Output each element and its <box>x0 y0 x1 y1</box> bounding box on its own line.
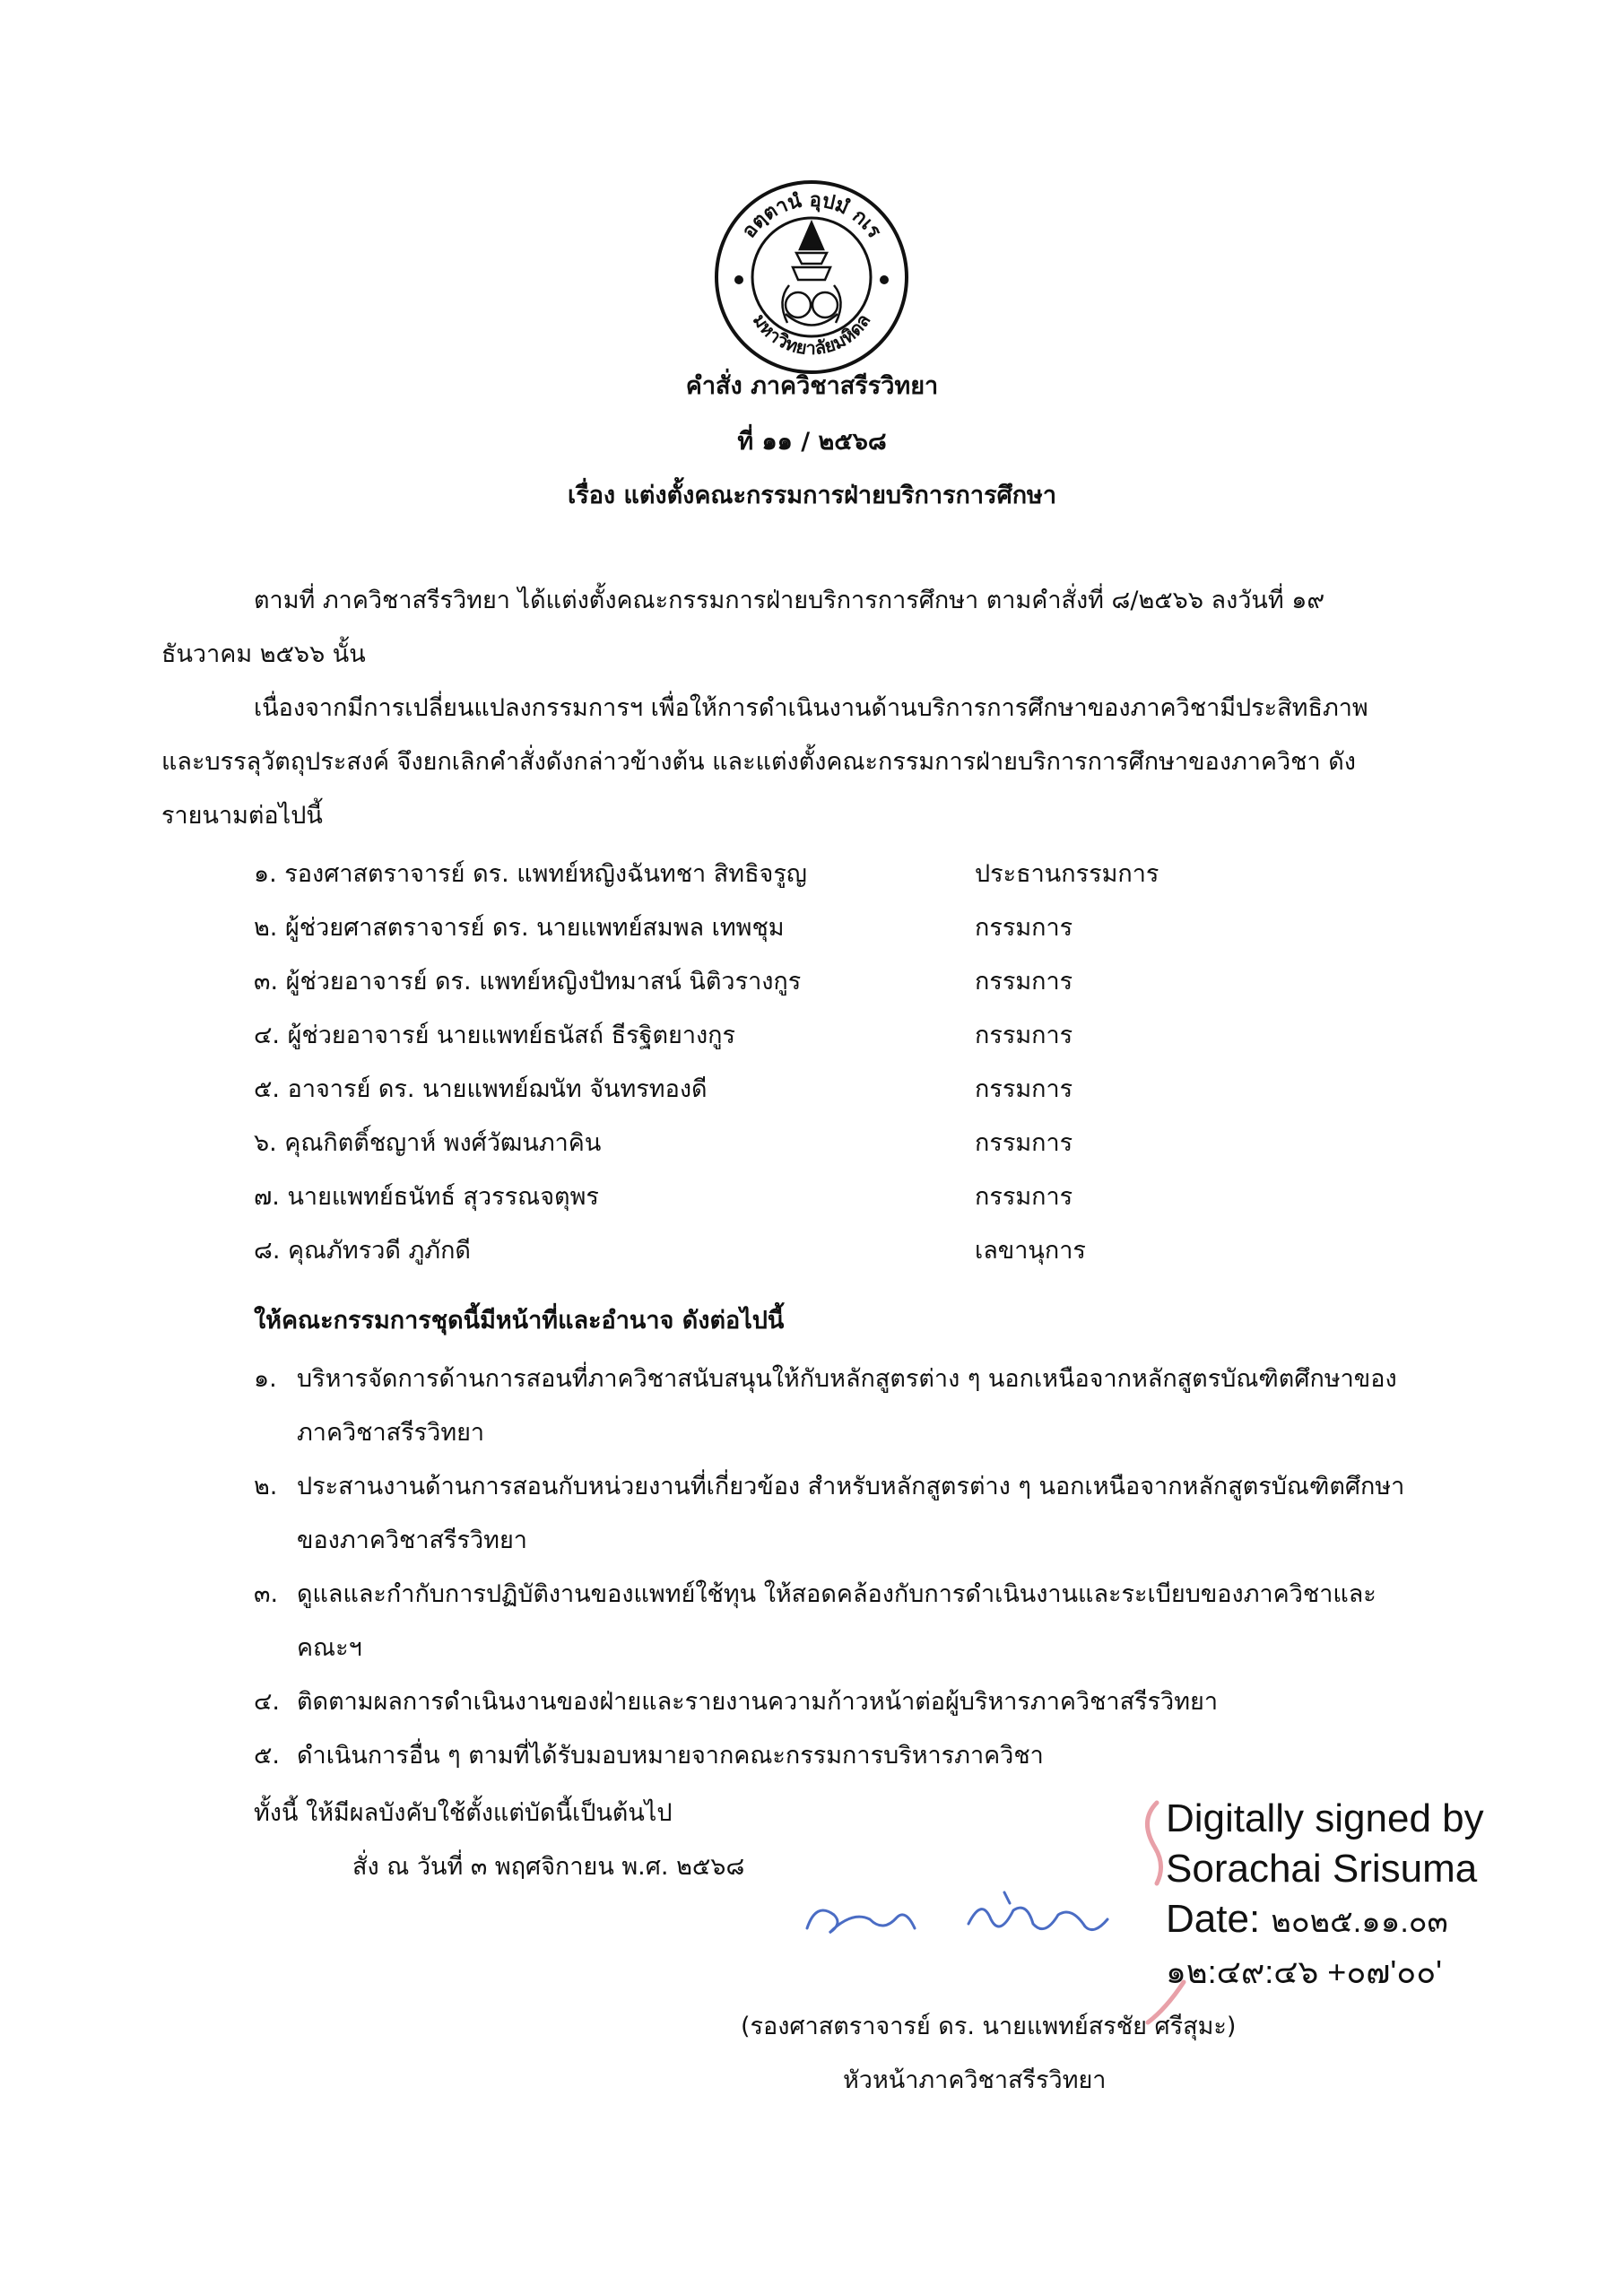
intro-para2-line2: และบรรลุวัตถุประสงค์ จึงยกเลิกคำสั่งดังกล่าวข้างต้น และแต่งตั้งคณะกรรมการฝ่ายบริการการศึกษาของภาควิชา ดัง <box>161 748 1356 776</box>
signer-name: (รองศาสตราจารย์ ดร. นายแพทย์สรชัย ศรีสุมะ) <box>741 2013 1237 2040</box>
duties-heading: ให้คณะกรรมการชุดนี้มีหน้าที่และอำนาจ ดังต่อไปนี้ <box>254 1307 785 1335</box>
intro-para1-line2: ธันวาคม ๒๕๖๖ นั้น <box>161 640 366 668</box>
member-role: กรรมการ <box>975 968 1073 996</box>
digital-signature-signer: Sorachai Srisuma <box>1166 1847 1478 1891</box>
university-seal <box>714 179 909 375</box>
member-row <box>254 854 1420 890</box>
member-row <box>254 961 1420 997</box>
member-name: ๕. อาจารย์ ดร. นายแพทย์ฌนัท จันทรทองดี <box>254 1075 708 1103</box>
member-name: ๑. รองศาสตราจารย์ ดร. แพทย์หญิงฉันทชา สิทธิจรูญ <box>254 860 807 888</box>
duty-text-line1: ดูแลและกำกับการปฏิบัติงานของแพทย์ใช้ทุน ให้สอดคล้องกับการดำเนินงานและระเบียบของภาควิชาและ <box>297 1580 1376 1608</box>
member-role: ประธานกรรมการ <box>975 860 1159 888</box>
member-name: ๓. ผู้ช่วยอาจารย์ ดร. แพทย์หญิงปัทมาสน์ นิติวรางกูร <box>254 968 802 996</box>
duty-number: ๕. <box>254 1742 281 1770</box>
digital-signature-date-value: ๒๐๒๕.๑๑.๐๓ <box>1271 1905 1448 1939</box>
intro-para2-line1: เนื่องจากมีการเปลี่ยนแปลงกรรมการฯ เพื่อให้การดำเนินงานด้านบริการการศึกษาของภาควิชามีประสิทธิภาพ <box>254 694 1368 722</box>
member-name: ๒. ผู้ช่วยศาสตราจารย์ ดร. นายแพทย์สมพล เทพชุม <box>254 914 785 942</box>
digital-signature-stamp <box>1166 1794 1484 1997</box>
duty-number: ๒. <box>254 1473 278 1500</box>
order-number: ที่ ๑๑ / ๒๕๖๘ <box>737 428 887 456</box>
signature-scribble-icon <box>798 1883 1139 1955</box>
duty-text-line1: ประสานงานด้านการสอนกับหน่วยงานที่เกี่ยวข้อง สำหรับหลักสูตรต่าง ๆ นอกเหนือจากหลักสูตรบัณฑิตศึกษา <box>297 1473 1405 1500</box>
seal-bottom-text: มหาวิทยาลัยมหิดล <box>748 309 875 360</box>
member-row <box>254 1231 1420 1266</box>
duty-number: ๔. <box>254 1688 281 1716</box>
member-name: ๗. นายแพทย์ธนัทธ์ สุวรรณจตุพร <box>254 1183 599 1211</box>
duty-text-line2: ภาควิชาสรีรวิทยา <box>297 1419 485 1447</box>
svg-text:มหาวิทยาลัยมหิดล <box>749 309 875 359</box>
member-role: กรรมการ <box>975 1022 1073 1049</box>
member-name: ๔. ผู้ช่วยอาจารย์ นายแพทย์ธนัสถ์ ธีรฐิตยางกูร <box>254 1022 736 1049</box>
duty-text-line2: คณะฯ <box>297 1634 362 1662</box>
duty-text-line2: ของภาควิชาสรีรวิทยา <box>297 1526 527 1554</box>
duty-item <box>254 1352 1491 1460</box>
duty-item <box>254 1675 1491 1729</box>
digital-signature-date-label: Date: <box>1166 1897 1261 1941</box>
digital-signature-time-value: ๑๒:๔๙:๔๖ +๐๗'๐๐' <box>1166 1953 1443 1990</box>
member-name: ๖. คุณกิตติ์ชญาห์ พงศ์วัฒนภาคิน <box>254 1129 602 1157</box>
member-role: กรรมการ <box>975 1129 1073 1157</box>
duty-item <box>254 1568 1491 1675</box>
member-row <box>254 1123 1420 1159</box>
signer-position: หัวหน้าภาควิชาสรีรวิทยา <box>843 2066 1107 2094</box>
member-row <box>254 1177 1420 1213</box>
duty-item <box>254 1729 1491 1783</box>
duty-text-line1: ดำเนินการอื่น ๆ ตามที่ได้รับมอบหมายจากคณะกรรมการบริหารภาควิชา <box>297 1742 1044 1770</box>
seal-emblem-icon <box>782 222 840 326</box>
member-role: กรรมการ <box>975 914 1073 942</box>
duty-number: ๓. <box>254 1580 279 1608</box>
member-role: กรรมการ <box>975 1075 1073 1103</box>
duty-number: ๑. <box>254 1365 277 1393</box>
effective-clause: ทั้งนี้ ให้มีผลบังคับใช้ตั้งแต่บัดนี้เป็นต้นไป <box>254 1799 673 1827</box>
handwritten-signature <box>798 1883 1139 1955</box>
member-role: เลขานุการ <box>975 1237 1086 1265</box>
member-name: ๘. คุณภัทรวดี ภูภักดี <box>254 1237 471 1265</box>
member-row <box>254 1069 1420 1105</box>
seal-top-text: อตฺตานํ อุปมํ กเร <box>737 188 886 243</box>
digital-signature-line1: Digitally signed by <box>1166 1796 1484 1840</box>
member-row <box>254 908 1420 944</box>
member-role: กรรมการ <box>975 1183 1073 1211</box>
duty-text-line1: บริหารจัดการด้านการสอนที่ภาควิชาสนับสนุนให้กับหลักสูตรต่าง ๆ นอกเหนือจากหลักสูตรบัณฑิตศึกษาของ <box>297 1365 1397 1393</box>
order-title: คำสั่ง ภาควิชาสรีรวิทยา <box>685 372 939 400</box>
ordered-date: สั่ง ณ วันที่ ๓ พฤศจิกายน พ.ศ. ๒๕๖๘ <box>352 1853 745 1881</box>
duty-text-line1: ติดตามผลการดำเนินงานของฝ่ายและรายงานความก้าวหน้าต่อผู้บริหารภาควิชาสรีรวิทยา <box>297 1688 1219 1716</box>
order-subject: เรื่อง แต่งตั้งคณะกรรมการฝ่ายบริการการศึกษา <box>567 482 1057 509</box>
intro-para2-line3: รายนามต่อไปนี้ <box>161 802 323 830</box>
duty-item <box>254 1460 1491 1568</box>
intro-para1-line1: ตามที่ ภาควิชาสรีรวิทยา ได้แต่งตั้งคณะกรรมการฝ่ายบริการการศึกษา ตามคำสั่งที่ ๘/๒๕๖๖ ลงวันที่ ๑๙ <box>254 587 1325 614</box>
member-row <box>254 1015 1420 1051</box>
